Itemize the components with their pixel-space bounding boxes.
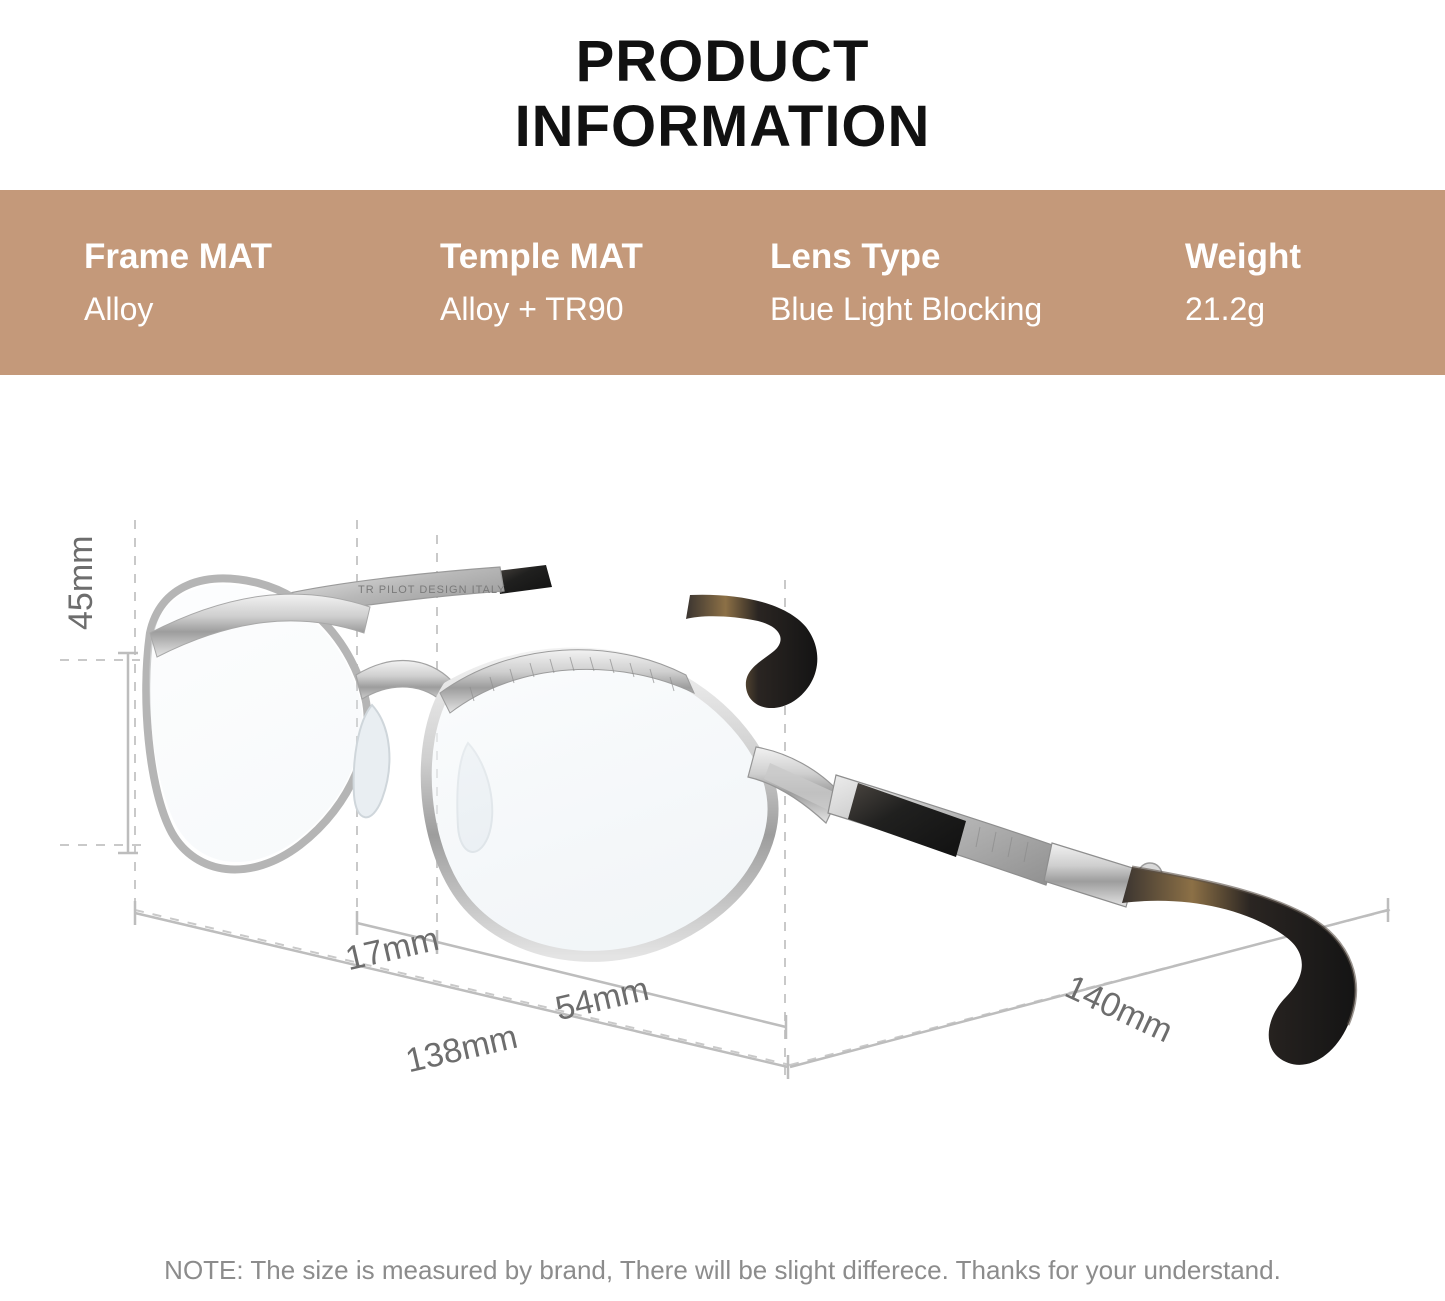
spec-value-weight: 21.2g: [1185, 291, 1266, 327]
spec-column-temple-mat: [370, 237, 770, 328]
page-title: [0, 0, 1445, 190]
dimension-label-lens-height: 45mm: [62, 535, 100, 630]
eyeglasses-illustration: [0, 375, 1445, 1235]
footer-note: NOTE: The size is measured by brand, There will be slight differece. Thanks for your understand.: [164, 1255, 1281, 1285]
product-image-area: [0, 375, 1445, 1235]
dimension-label-temple-length: 140mm: [1059, 967, 1179, 1051]
page-title-line-1: PRODUCT: [575, 29, 870, 95]
dimension-label-bridge-width: 17mm: [341, 919, 443, 979]
spec-column-lens-type: [770, 237, 1130, 328]
spec-value-temple-mat: Alloy + TR90: [440, 291, 624, 327]
dimension-label-lens-width: 54mm: [551, 969, 653, 1029]
spec-label-lens-type: Lens Type: [770, 237, 941, 276]
spec-label-frame-mat: Frame MAT: [84, 237, 272, 276]
dimension-label-frame-width: 138mm: [402, 1017, 522, 1081]
spec-band: [0, 190, 1445, 375]
spec-value-lens-type: Blue Light Blocking: [770, 291, 1043, 327]
svg-text:TR PILOT DESIGN ITALY: TR PILOT DESIGN ITALY: [358, 584, 506, 596]
spec-column-frame-mat: [0, 237, 370, 328]
spec-label-weight: Weight: [1185, 237, 1302, 276]
spec-column-weight: [1130, 237, 1445, 328]
spec-value-frame-mat: Alloy: [84, 291, 154, 327]
page-title-line-2: INFORMATION: [514, 94, 931, 159]
spec-label-temple-mat: Temple MAT: [440, 237, 643, 276]
